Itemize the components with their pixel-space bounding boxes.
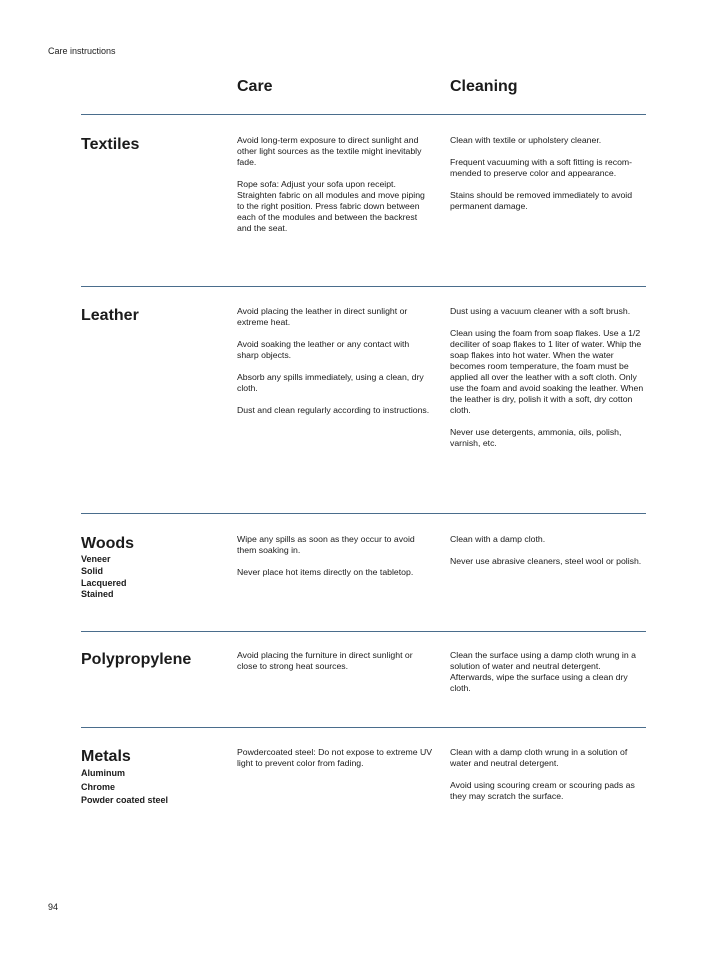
cleaning-paragraph: Clean with textile or upholstery cleaner.: [450, 135, 602, 145]
cleaning-text: [450, 650, 646, 705]
care-paragraph: Wipe any spills as soon as they occur to avoid them soaking in.: [237, 534, 415, 555]
category-title: Metals: [81, 748, 131, 765]
running-header: Care instructions: [48, 46, 116, 56]
material-subtype: Chrome: [81, 781, 116, 792]
category-title: Woods: [81, 535, 135, 552]
cleaning-text: [450, 534, 646, 578]
section-divider: [81, 513, 646, 514]
care-paragraph: Powdercoated steel: Do not expose to extreme UV light to prevent color from fading.: [237, 747, 433, 768]
category-block: [81, 534, 231, 601]
cleaning-paragraph: Clean with a damp cloth.: [450, 534, 546, 544]
cleaning-paragraph: Never use detergents, ammonia, oils, polish, varnish, etc.: [450, 427, 622, 448]
care-paragraph: Dust and clean regularly according to instructions.: [237, 405, 430, 415]
cleaning-paragraph: Never use abrasive cleaners, steel wool or polish.: [450, 556, 642, 566]
care-paragraph: Avoid long-term exposure to direct sunlight and other light sources as the textile might inevitably fade.: [237, 135, 422, 167]
material-subtype: Solid: [81, 565, 103, 576]
category-title: Leather: [81, 307, 139, 324]
care-paragraph: Avoid placing the furniture in direct sunlight or close to strong heat sources.: [237, 650, 413, 671]
cleaning-column-heading: Cleaning: [450, 78, 518, 95]
material-subtype: Stained: [81, 589, 114, 600]
care-paragraph: Absorb any spills immediately, using a clean, dry cloth.: [237, 372, 424, 393]
care-paragraph: Avoid placing the leather in direct sunlight or extreme heat.: [237, 306, 408, 327]
care-column-heading: Care: [237, 78, 273, 95]
care-paragraph: Never place hot items directly on the tabletop.: [237, 567, 414, 577]
section-divider: [81, 286, 646, 287]
care-text: [237, 306, 433, 427]
cleaning-paragraph: Dust using a vacuum cleaner with a soft brush.: [450, 306, 631, 316]
category-title: Polypropylene: [81, 651, 192, 668]
care-text: [237, 747, 433, 780]
category-title: Textiles: [81, 136, 140, 153]
care-text: [237, 534, 433, 589]
material-subtype: Veneer: [81, 554, 111, 564]
material-subtypes: [81, 554, 231, 601]
material-subtype: Aluminum: [81, 768, 125, 778]
material-subtype: Powder coated steel: [81, 795, 169, 805]
cleaning-text: [450, 306, 646, 460]
page-number: 94: [48, 902, 59, 912]
category-block: [81, 650, 231, 669]
category-block: [81, 747, 231, 808]
cleaning-paragraph: Avoid using scouring cream or scouring pads as they may scratch the surface.: [450, 780, 635, 801]
cleaning-paragraph: Clean with a damp cloth wrung in a solution of water and neutral detergent.: [450, 747, 628, 768]
care-text: [237, 650, 433, 683]
category-block: [81, 306, 231, 325]
section-divider: [81, 631, 646, 632]
section-divider: [81, 114, 646, 115]
material-subtypes: [81, 767, 231, 808]
care-paragraph: Avoid soaking the leather or any contact with sharp objects.: [237, 339, 410, 360]
cleaning-paragraph: Clean using the foam from soap flakes. Use a 1/2 deciliter of soap flakes to 1 liter of water. Whip the soap flakes into hot water. When the water becomes room temperature, the foam must be applied all over the leather with a soft cloth. Only use the foam and avoid soaking the leather. When the leather is dry, polish it with a soft, dry cotton cloth.: [450, 328, 644, 415]
cleaning-text: [450, 135, 646, 223]
cleaning-text: [450, 747, 646, 813]
material-subtype: Lacquered: [81, 577, 127, 588]
cleaning-paragraph: Stains should be removed immediately to avoid permanent damage.: [450, 190, 633, 211]
cleaning-paragraph: Frequent vacuuming with a soft fitting is recom-mended to preserve color and appearance.: [450, 157, 633, 178]
care-paragraph: Rope sofa: Adjust your sofa upon receipt. Straighten fabric on all modules and move piping to the right position. Press fabric down between each of the modules and between the backrest and the seat.: [237, 179, 425, 233]
section-divider: [81, 727, 646, 728]
category-block: [81, 135, 231, 154]
care-text: [237, 135, 433, 245]
cleaning-paragraph: Clean the surface using a damp cloth wrung in a solution of water and neutral detergent. Afterwards, wipe the surface using a clean dry cloth.: [450, 650, 636, 693]
